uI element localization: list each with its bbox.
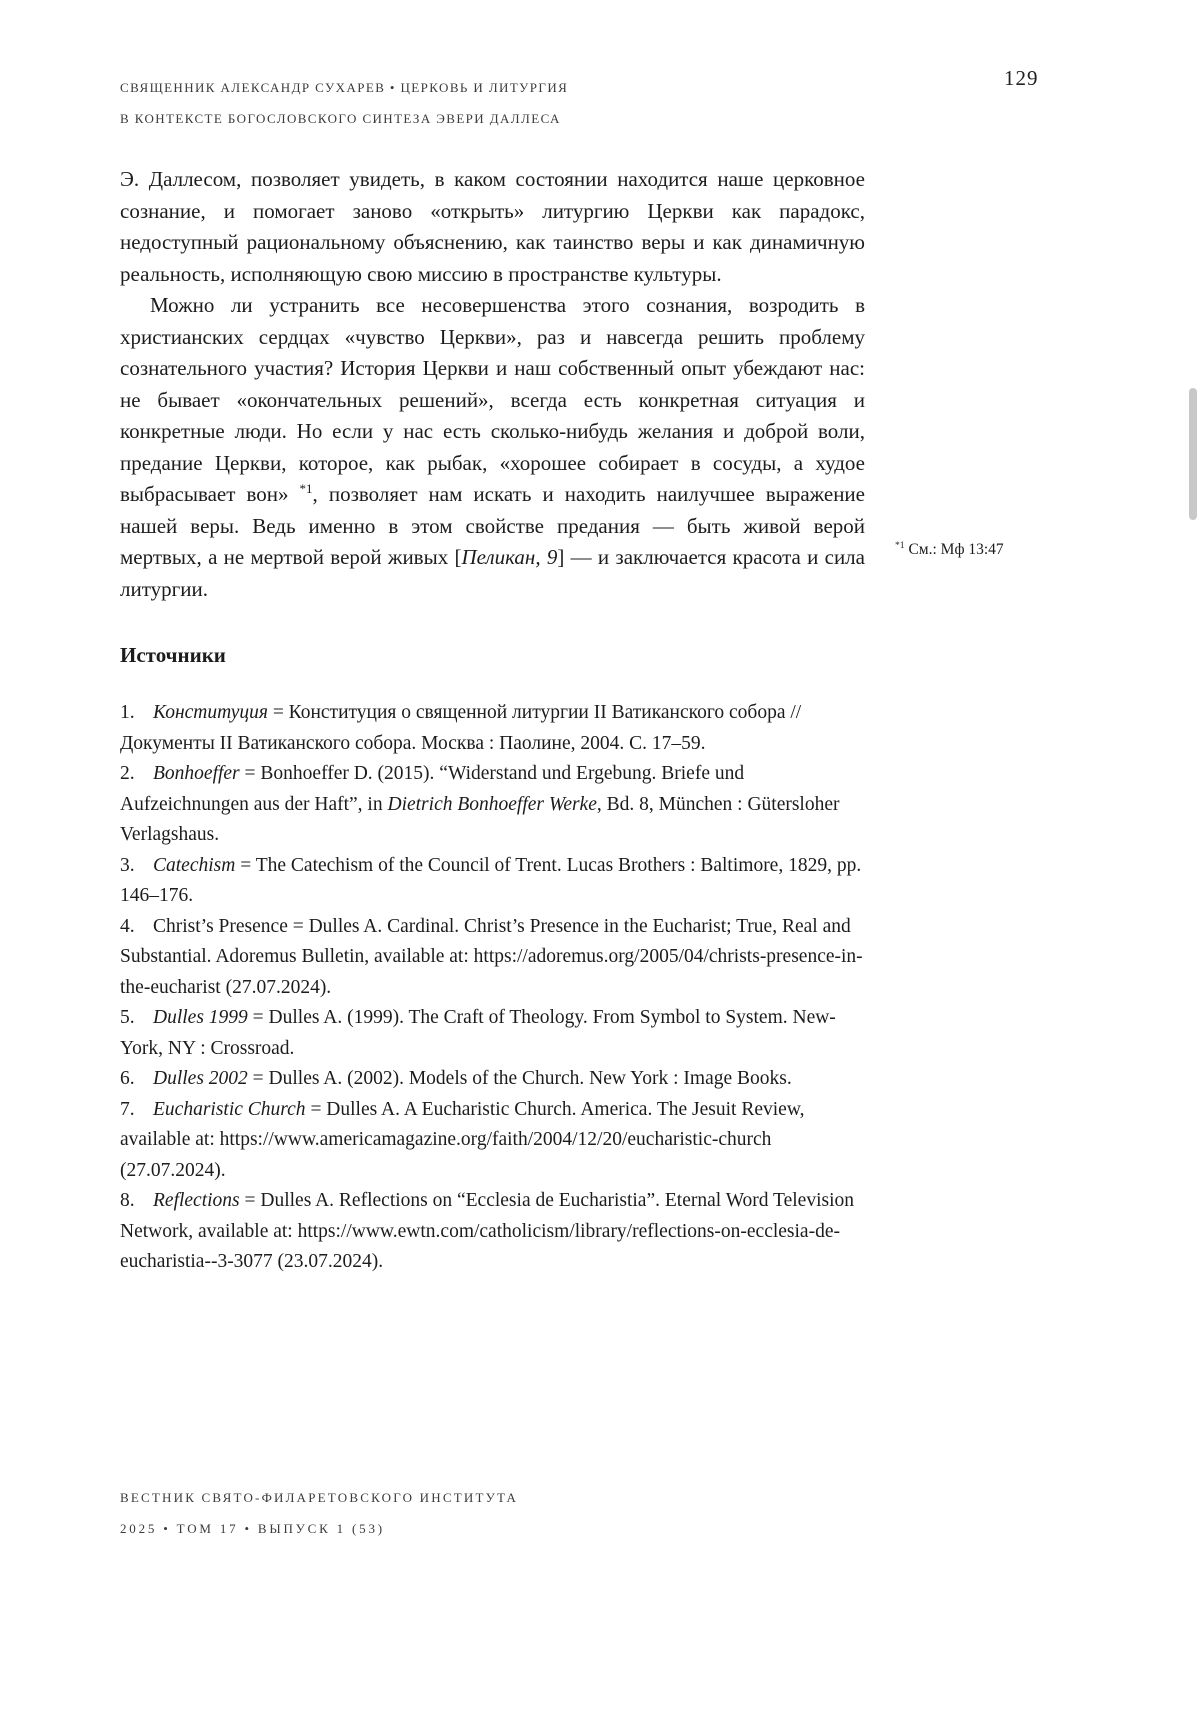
source-number: 2. xyxy=(120,763,135,784)
source-item: 3. Catechism = The Catechism of the Council of Trent. Lucas Brothers : Baltimore, 1829, pp. 146–176. xyxy=(120,851,865,912)
footer-journal-title: ВЕСТНИК СВЯТО-ФИЛАРЕТОВСКОГО ИНСТИТУТА xyxy=(120,1490,519,1505)
source-item: 8. Reflections = Dulles A. Reflections on “Ecclesia de Eucharistia”. Eternal Word Television Network, available at: https://www.ewtn.com/catholicism/library/reflections-on-ecclesia-de-eucharistia--3-3077 (23.07.2024). xyxy=(120,1186,865,1278)
source-number: 6. xyxy=(120,1068,135,1089)
source-item: 1. Конституция = Конституция о священной литургии II Ватиканского собора // Документы II Ватиканского собора. Москва : Паолине, 2004. С. 17–59. xyxy=(120,698,865,759)
source-number: 4. xyxy=(120,915,135,937)
running-head xyxy=(120,72,940,134)
sources-heading: Источники xyxy=(120,643,226,667)
source-item: 6. Dulles 2002 = Dulles A. (2002). Models of the Church. New York : Image Books. xyxy=(120,1064,865,1095)
footer-issue-info: 2025 • ТОМ 17 • ВЫПУСК 1 (53) xyxy=(120,1521,385,1536)
page-footer xyxy=(120,1482,518,1544)
sources-list xyxy=(120,698,865,1278)
source-item: 2. Bonhoeffer = Bonhoeffer D. (2015). “Widerstand und Ergebung. Briefe und Aufzeichnungen aus der Haft”, in Dietrich Bonhoeffer Werke, Bd. 8, München : Gütersloher Verlagshaus. xyxy=(120,759,865,851)
scrollbar-thumb[interactable] xyxy=(1189,388,1197,520)
source-number: 8. xyxy=(120,1190,135,1211)
paragraph-1: Э. Даллесом, позволяет увидеть, в каком состоянии находится наше церковное сознание, и помогает заново «открыть» литургию Церкви как парадокс, недоступный рациональному объяснению, как таинство веры и как динамичную реальность, исполняющую свою миссию в пространстве культуры. xyxy=(120,167,865,286)
article-body xyxy=(120,164,865,1278)
source-item: 7. Eucharistic Church = Dulles A. A Eucharistic Church. America. The Jesuit Review, available at: https://www.americamagazine.org/faith/2004/12/20/eucharistic-church (27.07.2024). xyxy=(120,1095,865,1187)
source-number: 3. xyxy=(120,854,135,876)
paragraph-2: Можно ли устранить все несовершенства этого сознания, возродить в христианских сердцах «чувство Церкви», раз и навсегда решить проблему сознательного участия? История Церкви и наш собственный опыт убеждают нас: не бывает «окончательных решений», всегда есть конкретная ситуация и конкретные люди. Но если у нас есть сколько-нибудь желания и доброй воли, предание Церкви, которое, как рыбак, «хорошее собирает в сосуды, а худое выбрасывает вон» $^{*1}$, позволяет нам искать и находить наилучшее выражение нашей веры. Ведь именно в этом свойстве предания — быть живой верой мертвых, а не мертвой верой живых [Пеликан, 9] — и заключается красота и сила литургии. xyxy=(120,293,865,601)
source-number: 5. xyxy=(120,1007,135,1028)
source-item: 5. Dulles 1999 = Dulles A. (1999). The Craft of Theology. From Symbol to System. New-York, NY : Crossroad. xyxy=(120,1003,865,1064)
running-title-line1: СВЯЩЕННИК АЛЕКСАНДР СУХАРЕВ • ЦЕРКОВЬ И ЛИТУРГИЯ xyxy=(120,80,569,95)
footnote-margin-note: $^{*1}$ См.: Мф 13:47 xyxy=(895,539,1004,558)
source-number: 7. xyxy=(120,1098,135,1120)
page-number: 129 xyxy=(1004,66,1039,90)
running-title-line2: В КОНТЕКСТЕ БОГОСЛОВСКОГО СИНТЕЗА ЭВЕРИ ДАЛЛЕСА xyxy=(120,111,561,126)
source-number: 1. xyxy=(120,702,135,723)
source-item: 4. Christ’s Presence = Dulles A. Cardinal. Christ’s Presence in the Eucharist; True, Real and Substantial. Adoremus Bulletin, available at: https://adoremus.org/2005/04/christs-presence-in-the-eucharist (27.07.2024). xyxy=(120,912,865,1004)
